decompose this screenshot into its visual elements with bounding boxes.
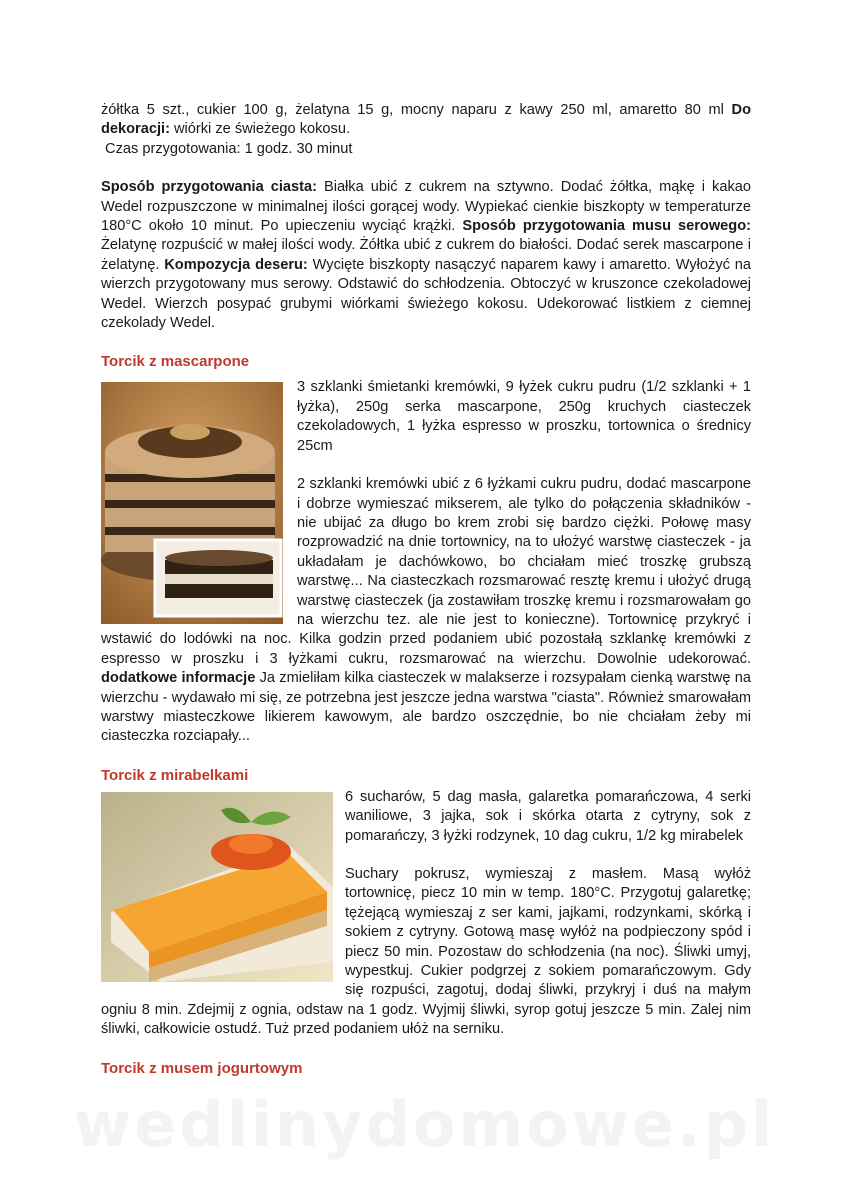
ingredients-text: żółtka 5 szt., cukier 100 g, żelatyna 15 g, mocny naparu z kawy 250 ml, amaretto 80 ml <box>101 102 732 118</box>
extra-info-text: Ja zmieliłam kilka ciasteczek w malakserze i rozsypałam cienką warstwę na wierzchu - wydawało mi się, ze potrzebna jest jeszcze jedna warstwa "ciasta". Również smarowałam warstwy miasteczkowe likierem kawowym, ale bardzo oszczędnie, bo nie chciałam żeby mi ciasteczka rozciapały... <box>101 670 751 745</box>
method-label-dough: Sposób przygotowania ciasta: <box>101 179 317 196</box>
document-body <box>101 101 751 1078</box>
method-label-composition: Kompozycja deseru: <box>164 256 308 273</box>
recipe-title-jogurtowy: Torcik z musem jogurtowym <box>101 1059 303 1077</box>
method-text-composition: Wycięte biszkopty nasączyć naparem kawy i amaretto. Wyłożyć na wierzch przygotowany mus serowy. Odstawić do schłodzenia. Obtoczyć w kruszonce czekoladowej Wedel. Wierzch posypać grubymi wiórkami świeżego kokosu. Udekorować listkiem z ciemnej czekolady Wedel. <box>101 256 752 332</box>
method-text-mousse: Żelatynę rozpuścić w małej ilości wody. Żółtka ubić z cukrem do białości. Dodać serek mascarpone i żelatynę. <box>101 237 751 273</box>
decoration-label: Do dekoracji: <box>101 102 751 138</box>
intro-ingredients <box>101 101 751 140</box>
intro-method <box>101 178 751 333</box>
recipe-title-mascarpone: Torcik z mascarpone <box>101 353 250 371</box>
extra-info-label: dodatkowe informacje <box>101 670 256 687</box>
method-text-dough: Białka ubić z cukrem na sztywno. Dodać żółtka, mąkę i kakao Wedel rozpuszczone w minimalnej ilości gorącej wody. Wypiekać cienkie biszkopty w temperaturze 180°C około 10 minut. Po upieczeniu wyciąć krążki. <box>101 179 752 235</box>
watermark: wedlinydomowe.pl <box>73 1088 776 1161</box>
mirabelki-method: Suchary pokrusz, wymieszaj z masłem. Masą wyłóż tortownicę, piecz 10 min w temp. 180°C. Przygotuj galaretkę; tężejącą wymieszaj z ser kami, jajkami, rodzynkami, skórką i sokiem z cytryny. Gotową masę wyłóż na podpieczony spód i piecz 50 min. Pozostaw do schłodzenia (na noc). Śliwki umyj, wypestkuj. Cukier podgrzej z sokiem pomarańczowym. Gdy się rozpuści, zagotuj, dodaj śliwki, przykryj i duś na małym ogniu 8 min. Zdejmij z ognia, odstaw na 1 godz. Wyjmij śliwki, syrop gotuj jeszcze 5 min. Zalej nim śliwki, całkowicie ostudź. Tuż przed podaniem ułóż na serniku. <box>101 866 751 1038</box>
method-label-mousse: Sposób przygotowania musu serowego: <box>462 218 751 235</box>
mascarpone-cake-photo <box>101 382 283 624</box>
mascarpone-method-text: 2 szklanki kremówki ubić z 6 łyżkami cukru pudru, dodać mascarpone i dobrze wymieszać mikserem, ale tylko do połączenia składników - nie ubijać za długo bo krem zrobi się bardzo ciężki. Połowę masy rozprowadzić na dnie tortownicy, na to ułożyć warstwę ciasteczek - ja układałam je dachówkowo, bo chciałam mieć troszkę grubszą warstwę... Na ciasteczkach rozsmarować resztę kremu i ułożyć drugą warstwę ciasteczek (ja zostawiłam troszkę kremu i rozsmarowałam go na wierzchu tez. ale nie jest to konieczne). Tortownicę przykryć i wstawić do lodówki na noc. Kilka godzin przed podaniem ubić pozostałą szklankę kremówki z espresso w proszku i 3 łyżkami cukru, rozsmarować na wierzchu. Dowolnie udekorować. <box>101 476 751 667</box>
recipe-title-mirabelki: Torcik z mirabelkami <box>101 766 249 784</box>
mirabelki-ingredients: 6 sucharów, 5 dag masła, galaretka pomarańczowa, 4 serki waniliowe, 3 jajka, sok i skórka otarta z cytryny, sok z pomarańczy, 3 łyżki rodzynek, 10 dag cukru, 1/2 kg mirabelek <box>345 788 751 844</box>
mirabelki-cake-photo <box>101 792 333 982</box>
decoration-text: wiórki ze świeżego kokosu. <box>169 121 351 138</box>
mascarpone-ingredients: 3 szklanki śmietanki kremówki, 9 łyżek cukru pudru (1/2 szklanki + 1 łyżka), 250g serka mascarpone, 250g kruchych ciasteczek czekoladowych, 1 łyżka espresso w proszku, tortownica o średnicy 25cm <box>297 379 751 454</box>
prep-time: Czas przygotowania: 1 godz. 30 minut <box>101 140 353 157</box>
